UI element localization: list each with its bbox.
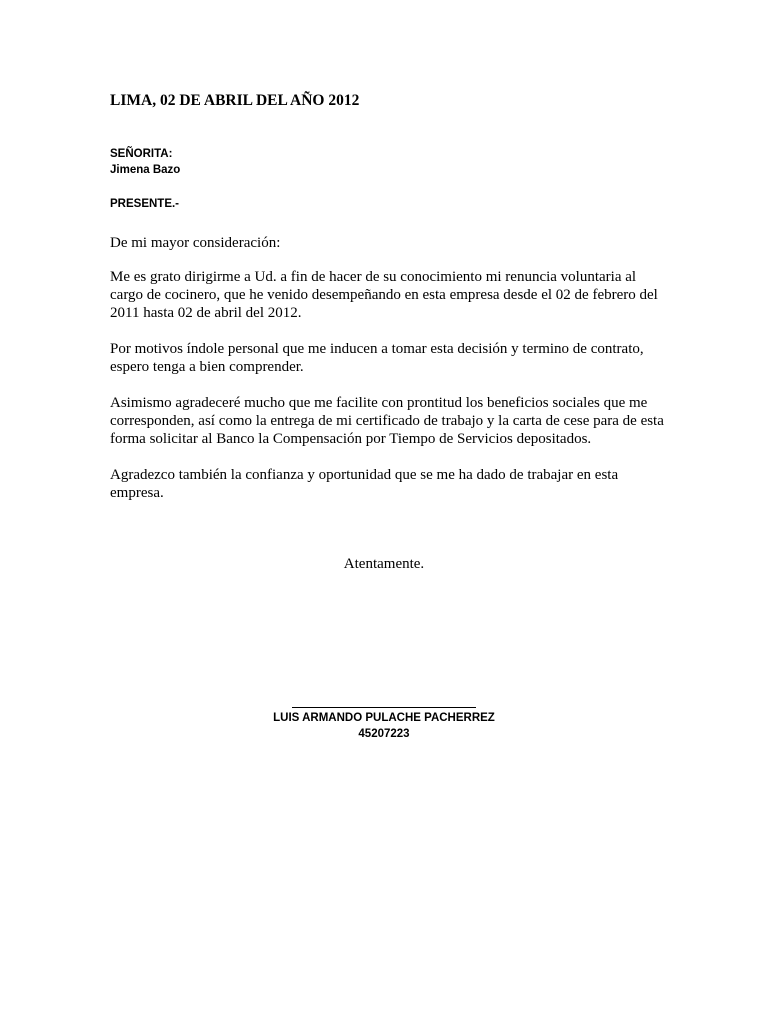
body-paragraph-resignation: Me es grato dirigirme a Ud. a fin de hacer de su conocimiento mi renuncia voluntaria al cargo de cocinero, que he venido desempeñando en esta empresa desde el 02 de febrero del 2011 hasta 02 de abril del 2012. — [110, 269, 658, 321]
signature-block — [0, 694, 768, 742]
salutation: De mi mayor consideración: — [110, 235, 281, 251]
recipient-name: Jimena Bazo — [110, 164, 181, 176]
body-paragraph-reasons: Por motivos índole personal que me inducen a tomar esta decisión y termino de contrato, espero tenga a bien comprender. — [110, 341, 644, 375]
signature-line — [292, 694, 476, 708]
body-paragraph-thanks: Agradezco también la confianza y oportunidad que se me ha dado de trabajar en esta empresa. — [110, 467, 619, 501]
body-paragraph-benefits: Asimismo agradeceré mucho que me facilite con prontitud los beneficios sociales que me corresponden, así como la entrega de mi certificado de trabajo y la carta de cese para de esta forma solicitar al Banco la Compensación por Tiempo de Servicios depositados. — [110, 395, 664, 447]
recipient-title: SEÑORITA: — [110, 148, 173, 160]
date-line: LIMA, 02 DE ABRIL DEL AÑO 2012 — [110, 92, 360, 109]
signer-name: LUIS ARMANDO PULACHE PACHERREZ — [273, 712, 495, 724]
presente-label: PRESENTE.- — [110, 198, 180, 210]
signer-id-number: 45207223 — [358, 728, 410, 740]
closing: Atentamente. — [343, 556, 425, 572]
